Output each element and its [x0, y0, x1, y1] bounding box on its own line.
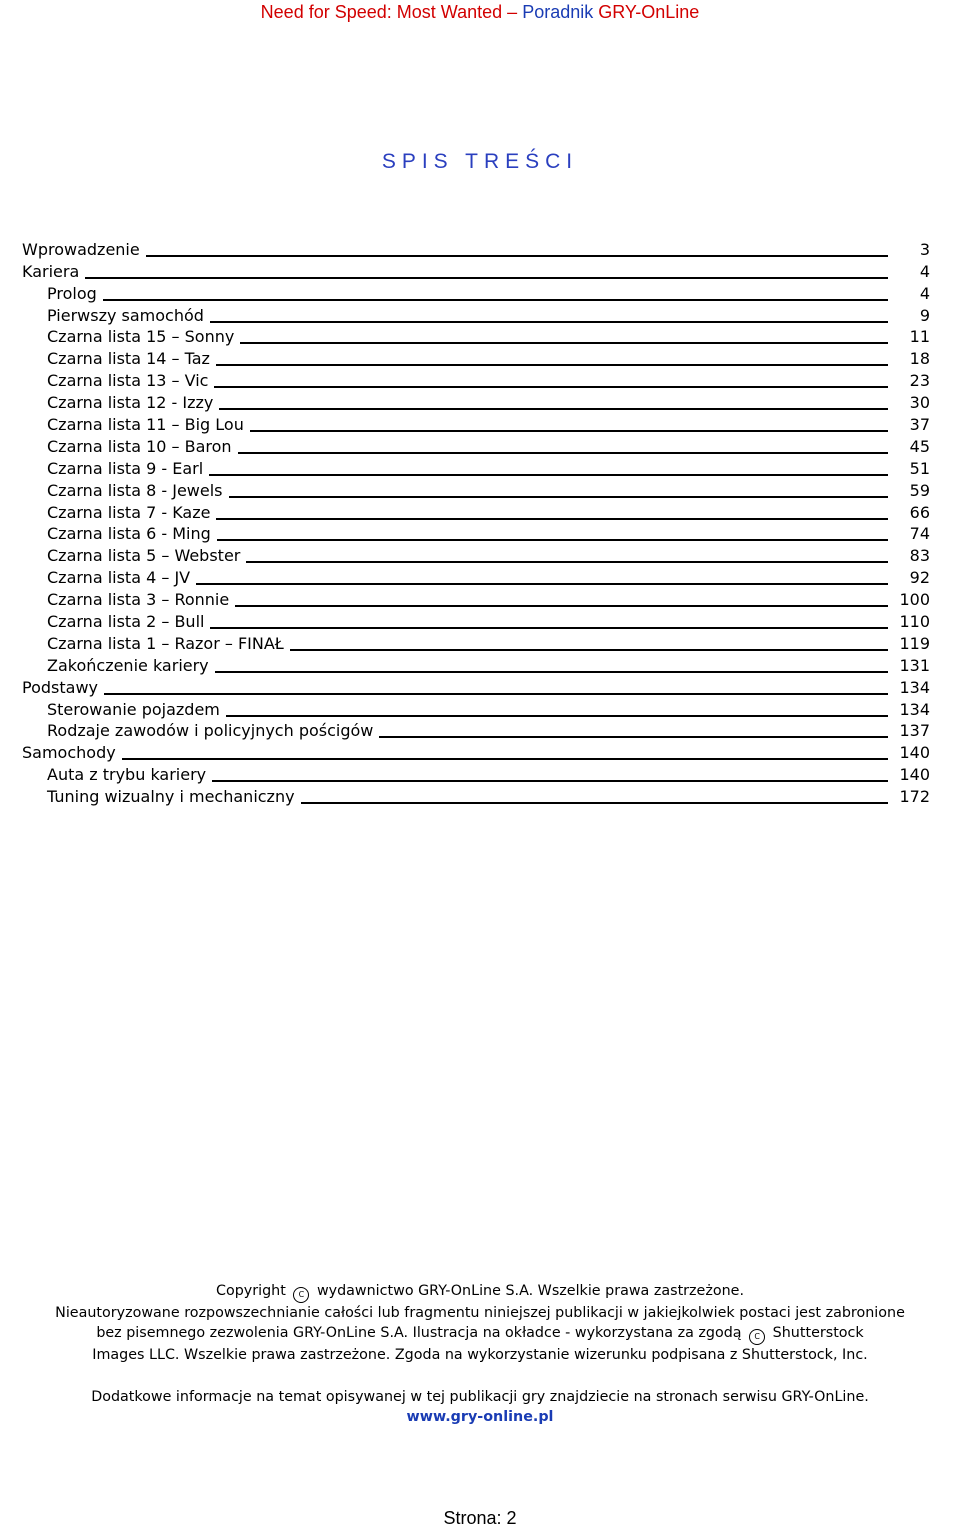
toc-entry[interactable] [22, 610, 930, 632]
toc-entry-label: Czarna lista 8 - Jewels [47, 480, 223, 500]
toc-entry-label: Czarna lista 4 – JV [47, 568, 191, 588]
copyright-line-3 [0, 1323, 960, 1345]
toc-entry-page: 92 [909, 568, 930, 588]
website-link[interactable]: www.gry-online.pl [406, 1409, 554, 1425]
toc-entry[interactable] [22, 544, 930, 566]
toc-entry-page: 9 [919, 305, 930, 325]
toc-leader-line [103, 299, 888, 301]
toc-leader-line [216, 518, 888, 520]
toc-leader-line [235, 605, 888, 607]
game-title: Need for Speed: Most Wanted [260, 2, 503, 22]
toc-entry-label: Czarna lista 1 – Razor – FINAŁ [47, 633, 284, 653]
toc-entry[interactable] [22, 566, 930, 588]
copyright-icon: C [293, 1287, 309, 1303]
toc-leader-line [219, 408, 888, 410]
guide-label: Poradnik [522, 2, 594, 22]
toc-leader-line [209, 474, 888, 476]
toc-entry-label: Samochody [22, 743, 116, 763]
toc-entry-page: 83 [909, 546, 930, 566]
toc-entry-label: Czarna lista 15 – Sonny [47, 327, 235, 347]
toc-leader-line [229, 496, 889, 498]
toc-entry[interactable] [22, 413, 930, 435]
copyright-owner: wydawnictwo GRY-OnLine S.A. Wszelkie prawa zastrzeżone. [316, 1283, 745, 1299]
toc-leader-line [246, 561, 888, 563]
toc-entry[interactable] [22, 347, 930, 369]
toc-leader-line [196, 583, 888, 585]
toc-leader-line [122, 758, 888, 760]
toc-entry[interactable] [22, 391, 930, 413]
toc-entry-page: 134 [899, 699, 930, 719]
toc-entry-label: Auta z trybu kariery [47, 765, 207, 785]
toc-entry[interactable] [22, 720, 930, 742]
toc-entry-page: 37 [909, 415, 930, 435]
page-number: Strona: 2 [443, 1508, 517, 1528]
toc-leader-line [212, 780, 888, 782]
toc-entry[interactable] [22, 282, 930, 304]
toc-entry-label: Wprowadzenie [22, 239, 140, 259]
toc-leader-line [146, 255, 888, 257]
toc-entry-label: Tuning wizualny i mechaniczny [47, 787, 295, 807]
toc-entry-page: 23 [909, 371, 930, 391]
toc-entry-page: 140 [899, 765, 930, 785]
toc-leader-line [240, 342, 888, 344]
toc-entry-label: Prolog [47, 283, 97, 303]
copyright-block [0, 1281, 960, 1365]
toc-entry-label: Czarna lista 6 - Ming [47, 524, 211, 544]
toc-entry-page: 4 [919, 283, 930, 303]
toc-leader-line [85, 277, 888, 279]
toc-entry-label: Sterowanie pojazdem [47, 699, 220, 719]
copyright-illustration-text: bez pisemnego zezwolenia GRY-OnLine S.A. Ilustracja na okładce - wykorzystana za zgodą [96, 1325, 742, 1341]
toc-entry[interactable] [22, 457, 930, 479]
toc-entry[interactable] [22, 369, 930, 391]
toc-leader-line [216, 364, 888, 366]
toc-entry[interactable] [22, 698, 930, 720]
toc-entry-page: 3 [919, 239, 930, 259]
toc-entry-label: Czarna lista 11 – Big Lou [47, 415, 244, 435]
toc-entry[interactable] [22, 260, 930, 282]
table-of-contents [22, 238, 930, 807]
toc-leader-line [210, 627, 888, 629]
toc-entry-label: Czarna lista 5 – Webster [47, 546, 241, 566]
toc-entry-label: Czarna lista 13 – Vic [47, 371, 209, 391]
toc-entry[interactable] [22, 238, 930, 260]
toc-entry-page: 11 [909, 327, 930, 347]
toc-entry-page: 137 [899, 721, 930, 741]
toc-entry-label: Czarna lista 7 - Kaze [47, 502, 211, 522]
toc-entry-page: 45 [909, 436, 930, 456]
toc-entry[interactable] [22, 523, 930, 545]
toc-entry-label: Rodzaje zawodów i policyjnych pościgów [47, 721, 374, 741]
copyright-icon: C [749, 1329, 765, 1345]
toc-entry[interactable] [22, 654, 930, 676]
toc-entry-label: Czarna lista 14 – Taz [47, 349, 210, 369]
toc-entry[interactable] [22, 676, 930, 698]
toc-entry-page: 74 [909, 524, 930, 544]
toc-entry[interactable] [22, 785, 930, 807]
site-name: GRY-OnLine [598, 2, 700, 22]
toc-leader-line [210, 321, 888, 323]
toc-entry[interactable] [22, 435, 930, 457]
copyright-prefix: Copyright [215, 1283, 286, 1299]
toc-entry-label: Pierwszy samochód [47, 305, 204, 325]
toc-leader-line [104, 693, 888, 695]
toc-entry-page: 66 [909, 502, 930, 522]
toc-leader-line [214, 386, 888, 388]
extra-info-text: Dodatkowe informacje na temat opisywanej w tej publikacji gry znajdziecie na stronach serwisu GRY-OnLine. [91, 1389, 869, 1405]
copyright-line-1 [0, 1281, 960, 1303]
toc-entry-page: 140 [899, 743, 930, 763]
toc-leader-line [250, 430, 888, 432]
toc-entry-label: Czarna lista 2 – Bull [47, 612, 205, 632]
toc-entry[interactable] [22, 763, 930, 785]
copyright-line-2: Nieautoryzowane rozpowszechnianie całości lub fragmentu niniejszej publikacji w jakiejkolwiek postaci jest zabronione [55, 1305, 905, 1321]
toc-leader-line [301, 802, 888, 804]
toc-entry-page: 119 [899, 633, 930, 653]
toc-entry[interactable] [22, 632, 930, 654]
toc-leader-line [217, 539, 888, 541]
copyright-shutterstock: Shutterstock [772, 1325, 864, 1341]
toc-entry-page: 30 [909, 393, 930, 413]
toc-leader-line [226, 715, 888, 717]
toc-entry[interactable] [22, 479, 930, 501]
toc-entry-page: 18 [909, 349, 930, 369]
toc-title: SPIS TREŚCI [381, 150, 579, 173]
toc-entry-label: Podstawy [22, 677, 98, 697]
toc-entry-label: Czarna lista 9 - Earl [47, 458, 204, 478]
toc-leader-line [238, 452, 888, 454]
toc-entry-page: 51 [909, 458, 930, 478]
toc-entry[interactable] [22, 588, 930, 610]
toc-entry[interactable] [22, 304, 930, 326]
toc-entry[interactable] [22, 326, 930, 348]
toc-entry[interactable] [22, 741, 930, 763]
toc-entry-page: 59 [909, 480, 930, 500]
toc-entry-page: 131 [899, 655, 930, 675]
toc-entry-page: 4 [919, 261, 930, 281]
extra-info-block [0, 1387, 960, 1427]
toc-entry-label: Zakończenie kariery [47, 655, 209, 675]
toc-entry-label: Czarna lista 3 – Ronnie [47, 590, 230, 610]
copyright-line-4: Images LLC. Wszelkie prawa zastrzeżone. Zgoda na wykorzystanie wizerunku podpisana z Shutterstock, Inc. [92, 1347, 868, 1363]
toc-entry-page: 134 [899, 677, 930, 697]
toc-entry[interactable] [22, 501, 930, 523]
toc-entry-page: 100 [899, 590, 930, 610]
toc-leader-line [379, 736, 888, 738]
header-dash: – [507, 2, 518, 22]
toc-entry-page: 172 [899, 787, 930, 807]
toc-entry-label: Czarna lista 12 - Izzy [47, 393, 214, 413]
page-header [0, 0, 960, 24]
toc-entry-label: Czarna lista 10 – Baron [47, 436, 232, 456]
toc-leader-line [215, 671, 888, 673]
toc-entry-page: 110 [899, 612, 930, 632]
toc-entry-label: Kariera [22, 261, 80, 281]
toc-leader-line [290, 649, 888, 651]
